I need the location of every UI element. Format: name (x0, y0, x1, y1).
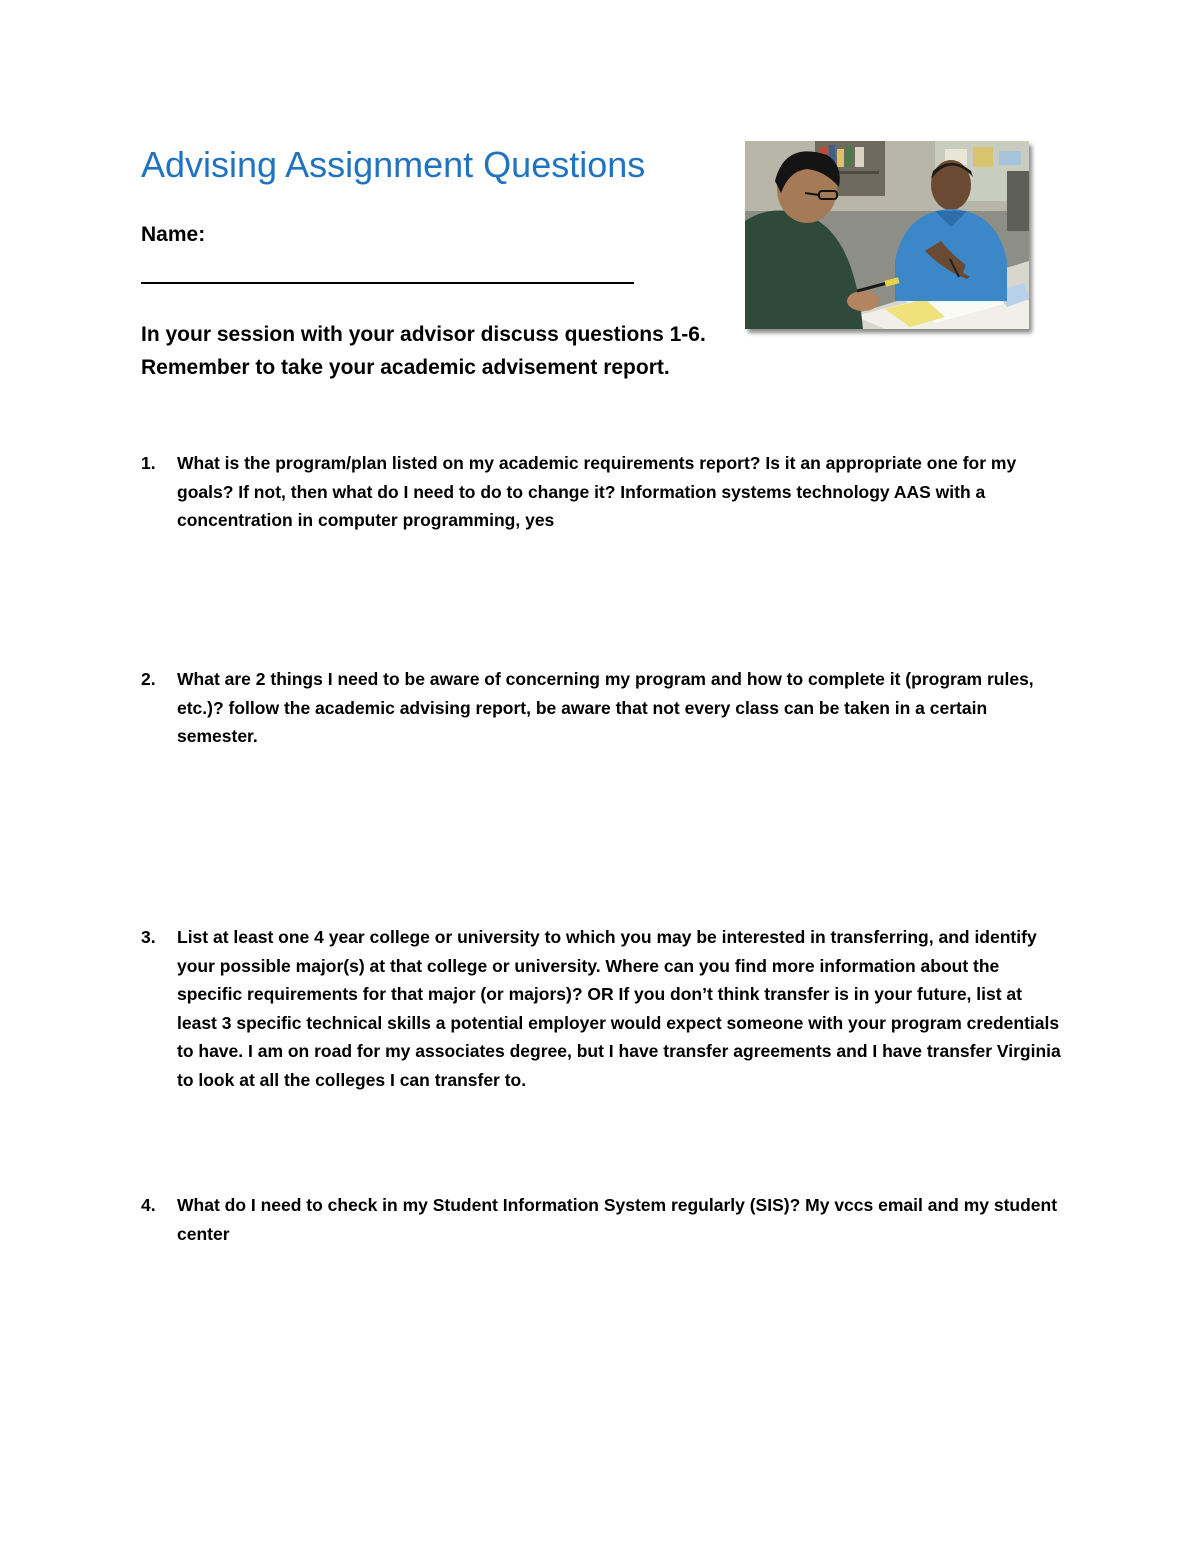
question-item-2 (141, 665, 1061, 751)
question-text: What is the program/plan listed on my academic requirements report? Is it an appropriate one for my goals? If not, then what do I need to do to change it? Information systems technology AAS with a concentration in computer programming, yes (177, 453, 1017, 531)
question-item-1 (141, 449, 1061, 535)
name-underline (141, 282, 634, 284)
question-number: 4. (141, 1195, 156, 1215)
question-number: 3. (141, 927, 156, 947)
question-text: What are 2 things I need to be aware of concerning my program and how to complete it (program rules, etc.)? follow the academic advising report, be aware that not every class can be taken in a certain semester. (177, 669, 1034, 747)
instructions (141, 318, 721, 384)
instruction-remember: Remember to take your academic advisement report. (141, 356, 670, 379)
question-item-3 (141, 923, 1061, 1095)
instruction-discuss: In your session with your advisor discuss questions 1-6. (141, 323, 706, 346)
student-advisor-photo (745, 141, 1029, 329)
name-label: Name: (141, 223, 206, 246)
question-text: What do I need to check in my Student Information System regularly (SIS)? My vccs email and my student center (177, 1195, 1058, 1244)
question-number: 1. (141, 453, 156, 473)
question-text: List at least one 4 year college or university to which you may be interested in transferring, and identify your possible major(s) at that college or university. Where can you find more information about the specific requirements for that major (or majors)? OR If you don’t think transfer is in your future, list at least 3 specific technical skills a potential employer would expect someone with your program credentials to have. I am on road for my associates degree, but I have transfer agreements and I have transfer Virginia to look at all the colleges I can transfer to. (177, 927, 1061, 1090)
question-number: 2. (141, 669, 156, 689)
question-item-4 (141, 1191, 1061, 1248)
page-title: Advising Assignment Questions (141, 144, 646, 185)
photo-illustration (745, 141, 1029, 329)
